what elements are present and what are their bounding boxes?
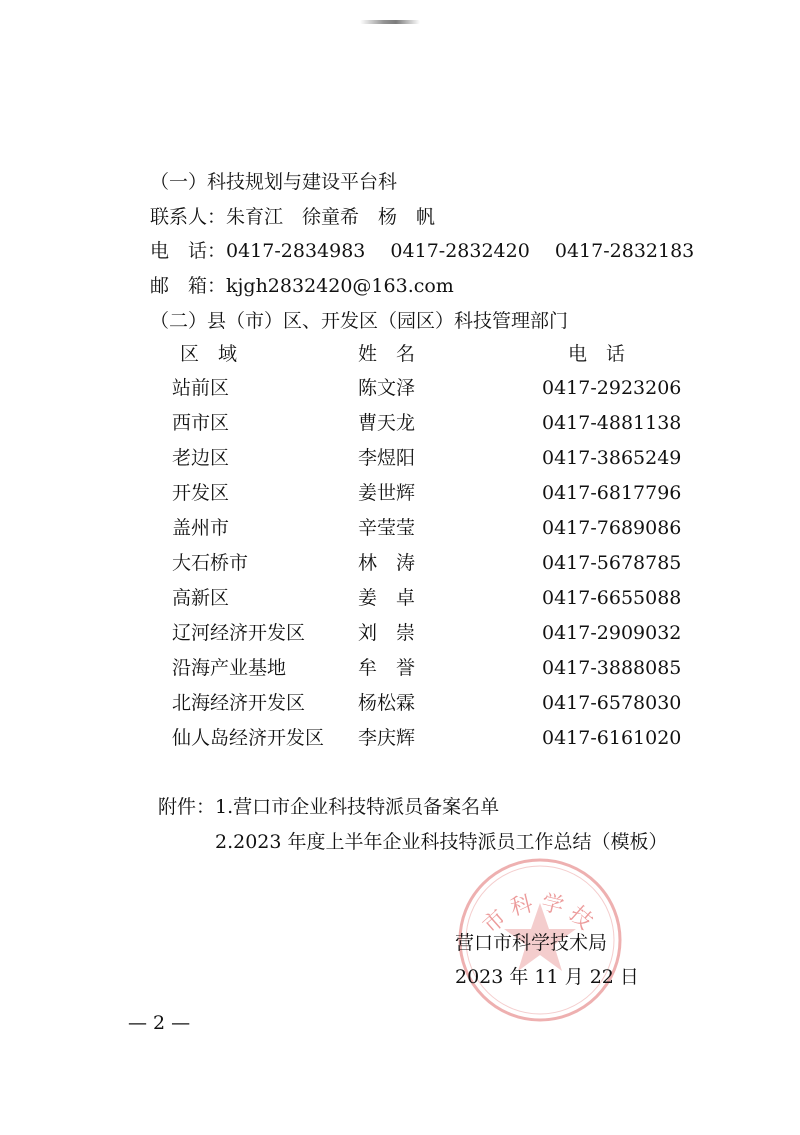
section1-contacts: 联系人：朱育江 徐童希 杨 帆 (150, 206, 436, 228)
row-area: 老边区 (172, 447, 230, 469)
section1-heading: （一）科技规划与建设平台科 (150, 171, 398, 193)
row-phone: 0417-2923206 (542, 377, 682, 399)
page-number: — 2 — (128, 1012, 191, 1034)
row-name: 陈文泽 (358, 377, 416, 399)
header-area: 区 域 (180, 343, 238, 365)
row-area: 大石桥市 (172, 552, 249, 574)
row-phone: 0417-6161020 (542, 727, 682, 749)
row-area: 站前区 (172, 377, 230, 399)
attachment-2: 2.2023 年度上半年企业科技特派员工作总结（模板） (215, 831, 668, 853)
row-area: 开发区 (172, 482, 230, 504)
row-phone: 0417-7689086 (542, 517, 682, 539)
attachment-1: 附件：1.营口市企业科技特派员备案名单 (158, 796, 500, 818)
row-area: 盖州市 (172, 517, 230, 539)
row-name: 杨松霖 (358, 692, 416, 714)
table-row (172, 479, 692, 507)
table-row (172, 689, 692, 717)
row-phone: 0417-3865249 (542, 447, 682, 469)
row-name: 李煜阳 (358, 447, 416, 469)
seal-text: 市科学技 (478, 890, 602, 939)
row-area: 仙人岛经济开发区 (172, 727, 325, 749)
table-header (172, 340, 692, 368)
table-row (172, 654, 692, 682)
row-phone: 0417-4881138 (542, 412, 682, 434)
row-name: 姜 卓 (358, 587, 416, 609)
row-area: 沿海产业基地 (172, 657, 287, 679)
row-name: 曹天龙 (358, 412, 416, 434)
table-row (172, 549, 692, 577)
table-row (172, 374, 692, 402)
scan-artifact (360, 20, 420, 24)
header-phone: 电 话 (568, 343, 626, 365)
section1-email: 邮 箱：kjgh2832420@163.com (150, 275, 454, 297)
row-name: 牟 誉 (358, 657, 416, 679)
table-row (172, 444, 692, 472)
row-phone: 0417-2909032 (542, 622, 682, 644)
header-name: 姓 名 (358, 343, 416, 365)
table-row (172, 619, 692, 647)
row-name: 姜世辉 (358, 482, 416, 504)
row-phone: 0417-6817796 (542, 482, 682, 504)
row-area: 北海经济开发区 (172, 692, 306, 714)
table-row (172, 514, 692, 542)
row-name: 刘 崇 (358, 622, 416, 644)
table-row (172, 724, 692, 752)
row-area: 辽河经济开发区 (172, 622, 306, 644)
issuer: 营口市科学技术局 (455, 932, 608, 954)
section1-phone: 电 话：0417-2834983 0417-2832420 0417-2832183 (150, 240, 695, 262)
table-row (172, 584, 692, 612)
row-phone: 0417-3888085 (542, 657, 682, 679)
row-phone: 0417-6655088 (542, 587, 682, 609)
issue-date: 2023 年 11 月 22 日 (455, 966, 639, 988)
row-area: 高新区 (172, 587, 230, 609)
row-area: 西市区 (172, 412, 230, 434)
row-name: 李庆辉 (358, 727, 416, 749)
section2-heading: （二）县（市）区、开发区（园区）科技管理部门 (150, 310, 569, 332)
table-row (172, 409, 692, 437)
row-name: 林 涛 (358, 552, 416, 574)
row-name: 辛莹莹 (358, 517, 416, 539)
row-phone: 0417-5678785 (542, 552, 682, 574)
row-phone: 0417-6578030 (542, 692, 682, 714)
